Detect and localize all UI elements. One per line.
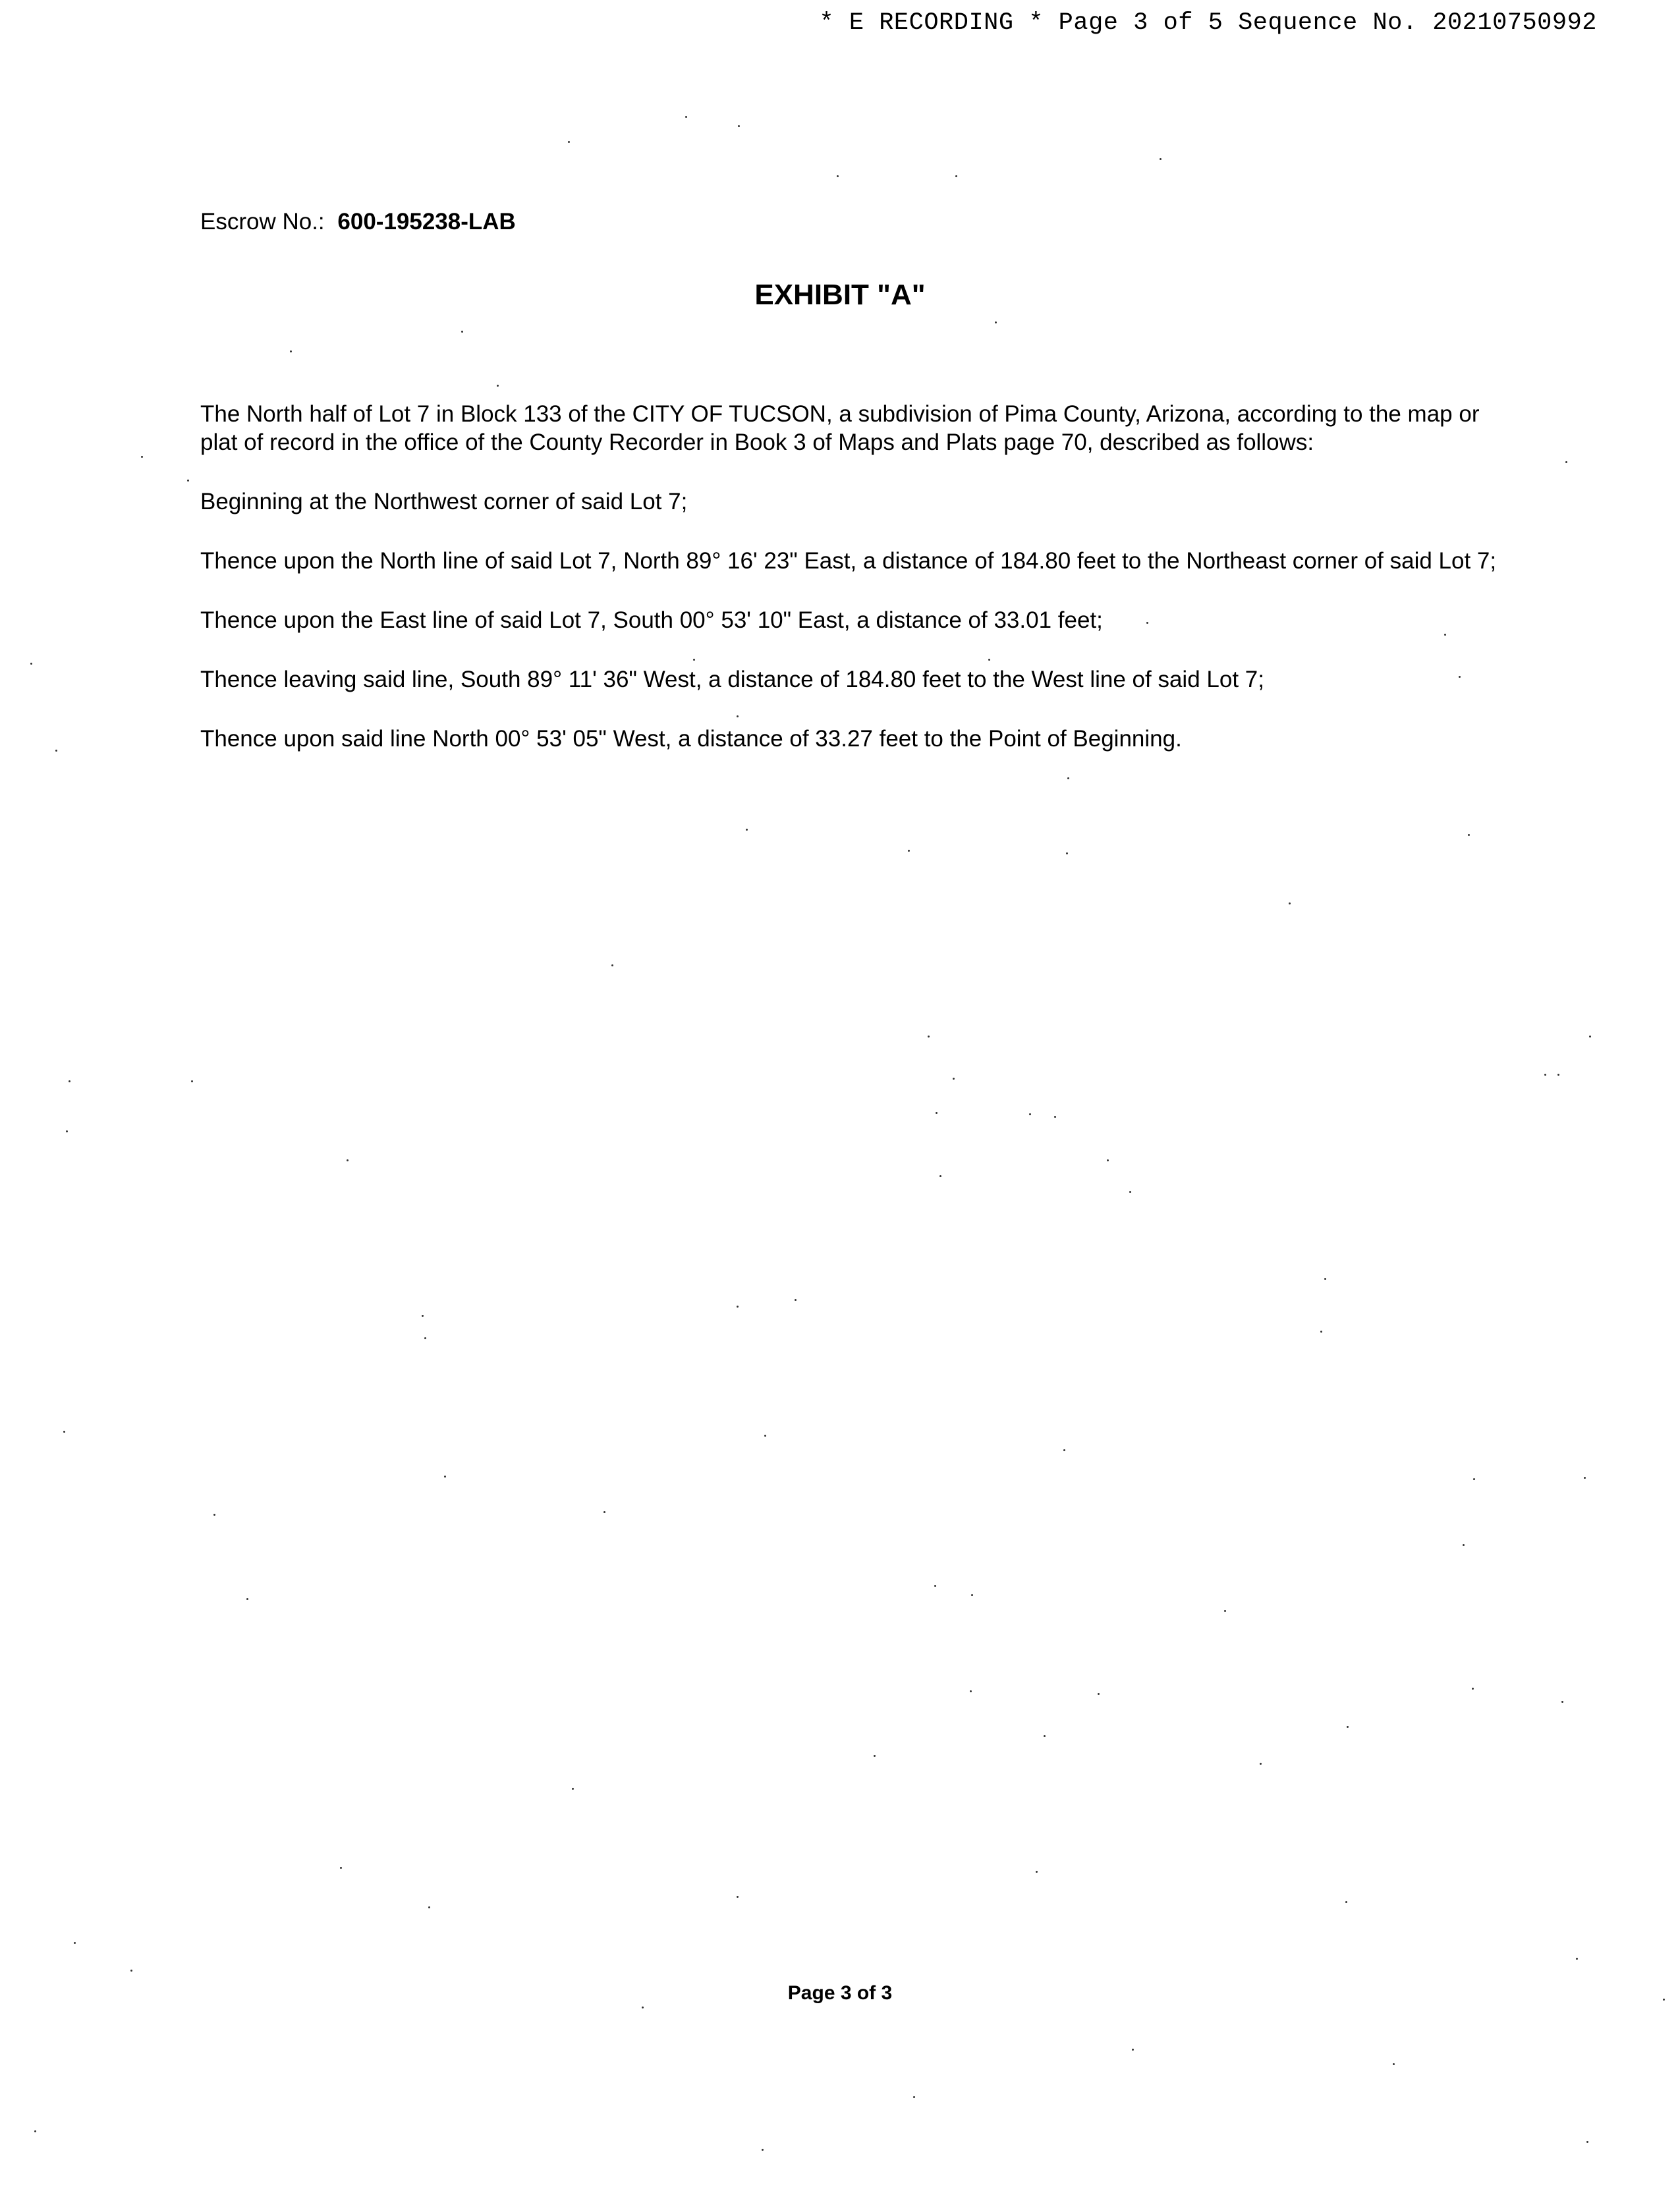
speckle [340, 1867, 342, 1869]
speckle [1132, 2049, 1134, 2051]
speckle [1160, 158, 1162, 160]
speckle [1589, 1036, 1591, 1038]
speckle [1576, 1958, 1578, 1960]
speckle [908, 850, 910, 852]
speckle [737, 715, 739, 717]
speckle [1468, 834, 1470, 836]
speckle [1472, 1688, 1474, 1690]
paragraph-course-leaving-line: Thence leaving said line, South 89° 11' 36" West, a distance of 184.80 feet to the West line of said Lot 7; [200, 667, 1264, 692]
speckle [497, 385, 499, 387]
speckle [347, 1159, 349, 1161]
speckle [187, 480, 189, 482]
legal-description [200, 400, 1518, 784]
speckle [130, 1970, 132, 1972]
speckle [995, 321, 997, 323]
speckle [1557, 1074, 1559, 1076]
speckle [1067, 777, 1069, 779]
speckle [913, 2096, 915, 2098]
paragraph-course-north-line: Thence upon the North line of said Lot 7, North 89° 16' 23" East, a distance of 184.80 feet to the Northeast corner of said Lot 7; [200, 548, 1497, 574]
speckle [74, 1942, 76, 1944]
escrow-line [200, 209, 516, 235]
speckle [422, 1315, 424, 1317]
speckle [685, 116, 687, 118]
speckle [1393, 2063, 1395, 2065]
speckle [611, 964, 613, 966]
speckle [762, 2149, 764, 2151]
speckle [1459, 676, 1461, 678]
speckle [55, 750, 57, 752]
paragraph-beginning: Beginning at the Northwest corner of said Lot 7; [200, 489, 688, 514]
speckle [1098, 1693, 1100, 1695]
speckle [936, 1112, 938, 1114]
speckle [934, 1585, 936, 1587]
speckle [1054, 1116, 1056, 1118]
speckle [970, 1690, 972, 1692]
speckle [1320, 1331, 1322, 1333]
speckle [874, 1755, 876, 1757]
speckle [572, 1788, 574, 1790]
paragraph-course-east-line: Thence upon the East line of said Lot 7, South 00° 53' 10" East, a distance of 33.01 feet; [200, 607, 1103, 633]
speckle [568, 141, 570, 143]
speckle [837, 175, 839, 177]
speckle [1444, 634, 1446, 636]
speckle [693, 659, 695, 661]
speckle [1044, 1735, 1046, 1737]
speckle [1345, 1901, 1347, 1903]
speckle [1036, 1871, 1038, 1873]
escrow-label: Escrow No.: [200, 209, 325, 235]
speckle [1544, 1074, 1546, 1076]
speckle [1224, 1610, 1226, 1612]
speckle [928, 1036, 930, 1038]
speckle [213, 1514, 215, 1516]
speckle [1561, 1701, 1563, 1703]
speckle [1584, 1477, 1586, 1479]
speckle [746, 829, 748, 831]
speckle [953, 1078, 955, 1080]
paragraph-course-to-beginning: Thence upon said line North 00° 53' 05" West, a distance of 33.27 feet to the Point of Beginning. [200, 726, 1182, 752]
speckle [461, 331, 463, 333]
speckle [63, 1431, 65, 1433]
speckle [939, 1175, 941, 1177]
speckle [1663, 1999, 1665, 2001]
speckle [971, 1594, 973, 1596]
escrow-number: 600-195238-LAB [337, 209, 516, 235]
speckle [988, 659, 990, 661]
speckle [1129, 1191, 1131, 1193]
speckle [955, 175, 957, 177]
speckle [1473, 1478, 1475, 1480]
speckle [642, 2007, 644, 2008]
page-number: Page 3 of 3 [787, 1982, 893, 2004]
speckle [424, 1337, 426, 1339]
speckle [69, 1080, 70, 1082]
speckle [34, 2130, 36, 2132]
speckle [603, 1511, 605, 1513]
speckle [141, 456, 143, 458]
exhibit-title: EXHIBIT "A" [754, 279, 926, 311]
speckle [1324, 1278, 1326, 1280]
speckle [737, 1896, 739, 1898]
speckle [738, 125, 740, 127]
speckle [1463, 1544, 1465, 1546]
speckle [1146, 622, 1148, 624]
recording-stamp: * E RECORDING * Page 3 of 5 Sequence No. 20210750992 [819, 9, 1597, 37]
speckle [30, 663, 32, 665]
speckle [795, 1299, 797, 1301]
speckle [1565, 461, 1567, 463]
speckle [1063, 1449, 1065, 1451]
speckle [191, 1080, 193, 1082]
speckle [737, 1306, 739, 1308]
speckle [1029, 1113, 1031, 1115]
speckle [1066, 852, 1068, 854]
speckle [290, 350, 292, 352]
speckle [764, 1435, 766, 1437]
speckle [1347, 1726, 1349, 1728]
speckle [1586, 2141, 1588, 2143]
speckle [66, 1130, 68, 1132]
paragraph-lot-description: The North half of Lot 7 in Block 133 of the CITY OF TUCSON, a subdivision of Pima County, Arizona, according to the map or plat of record in the office of the County Recorder in Book 3 of Maps and Plats page 70, described as follows: [200, 401, 1480, 455]
speckle [246, 1598, 248, 1600]
speckle [1289, 902, 1291, 904]
speckle [1260, 1763, 1262, 1765]
speckle [1107, 1159, 1109, 1161]
speckle [428, 1906, 430, 1908]
speckle [444, 1476, 446, 1478]
